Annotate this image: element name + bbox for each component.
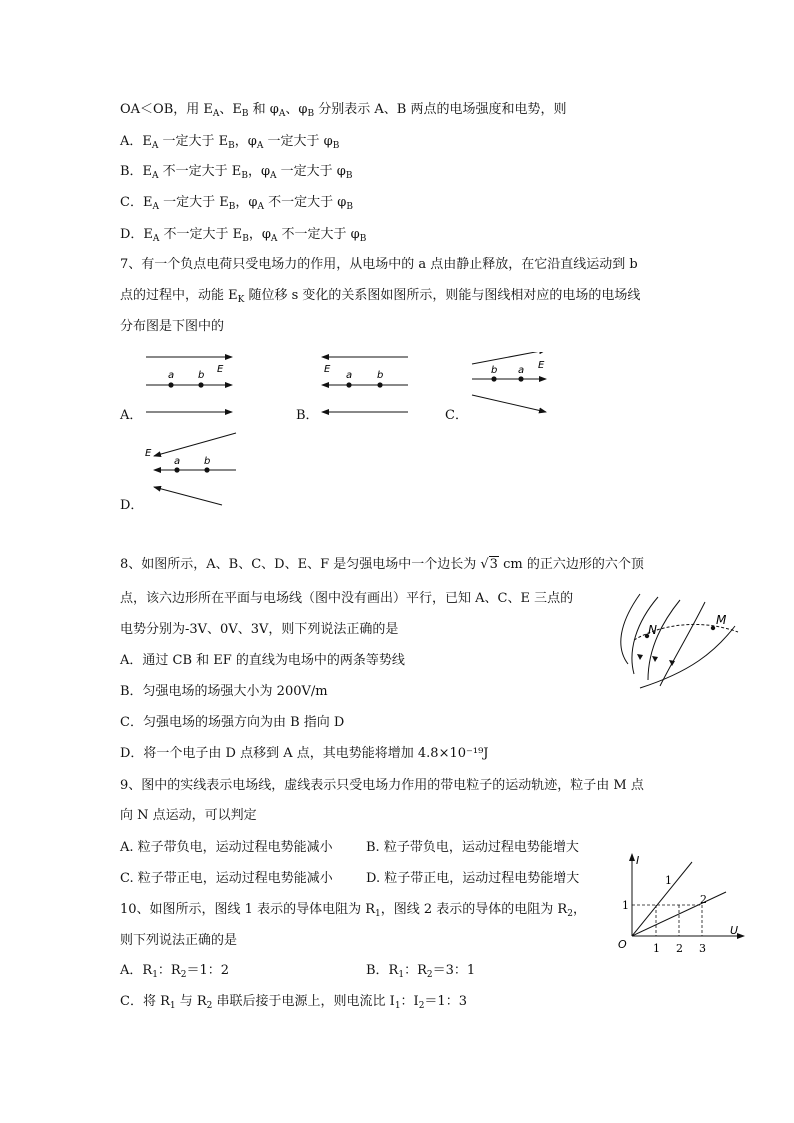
label-line-2: 2 — [700, 893, 707, 906]
label-e: E — [145, 448, 152, 459]
label-b: b — [198, 370, 205, 381]
q10-line2: 则下列说法正确的是 — [120, 933, 238, 948]
q9-line1: 9、图中的实线表示电场线，虚线表示只受电场力作用的带电粒子的运动轨迹，粒子由 M 点 — [120, 778, 644, 793]
label-b: b — [491, 365, 498, 376]
q6-option-b: B．$E_A$ 不一定大于 $E_B$，$\varphi_A$ 一定大于 $\varphi_B$ — [120, 164, 353, 181]
q10-option-b: B．$R_1$：$R_2=3$：1 — [366, 963, 476, 980]
label-e: E — [324, 364, 331, 375]
q10-iu-graph — [612, 848, 752, 958]
tick-x-3: 3 — [699, 942, 706, 955]
q7-fig-a — [140, 348, 240, 420]
q7-fig-d — [142, 430, 242, 510]
label-m: M — [716, 613, 727, 627]
q9-line2: 向 N 点运动，可以判定 — [120, 808, 257, 823]
q9-field-lines-figure — [610, 592, 745, 692]
q8-line2: 点，该六边形所在平面与电场线（图中没有画出）平行，已知 A、C、E 三点的 — [120, 591, 574, 606]
q7-line1: 7、有一个负点电荷只受电场力的作用，从电场中的 a 点由静止释放，在它沿直线运动到 b — [120, 257, 638, 272]
q7-fig-b — [314, 348, 414, 420]
label-o: O — [618, 938, 627, 951]
label-a: a — [518, 365, 525, 376]
q8-option-a: A．通过 CB 和 EF 的直线为电场中的两条等势线 — [120, 653, 405, 668]
label-b: b — [377, 370, 384, 381]
label-e: E — [217, 364, 224, 375]
q10-option-a: A．$R_1$：$R_2=1$：2 — [120, 963, 229, 980]
label-b: b — [204, 456, 211, 467]
q8-option-c: C．匀强电场的场强方向为由 B 指向 D — [120, 715, 345, 730]
q8-line1: 8、如图所示，A、B、C、D、E、F 是匀强电场中一个边长为 √3 cm 的正六边形的六个顶 — [120, 557, 644, 572]
q8-line3: 电势分别为-3V、0V、3V，则下列说法正确的是 — [120, 622, 399, 637]
sqrt-3: √3 — [480, 557, 498, 572]
q7-option-d-label: D． — [120, 498, 144, 513]
label-e: E — [538, 360, 545, 371]
q7-line3: 分布图是下图中的 — [120, 319, 225, 334]
q6-option-d: D．$E_A$ 不一定大于 $E_B$，$\varphi_A$ 不一定大于 $\varphi_B$ — [120, 227, 367, 244]
tick-x-2: 2 — [676, 942, 683, 955]
label-a: a — [174, 456, 181, 467]
label-i: I — [636, 854, 640, 867]
q7-option-a-label: A． — [120, 408, 143, 423]
q7-option-b-label: B． — [296, 408, 319, 423]
label-n: N — [648, 623, 657, 637]
q7-fig-c — [466, 352, 556, 420]
q9-option-b: B. 粒子带负电，运动过程电势能增大 — [366, 840, 579, 855]
q7-line2: 点的过程中，动能 $E_K$ 随位移 s 变化的关系图如图所示，则能与图线相对应的电场的电场线 — [120, 288, 641, 305]
q8-option-b: B．匀强电场的场强大小为 200V/m — [120, 684, 328, 699]
label-a: a — [346, 370, 353, 381]
label-line-1: 1 — [665, 874, 672, 887]
q6-stem: OA＜OB，用 $E_A$、$E_B$ 和 $\varphi_A$、$\varphi_B$ 分别表示 A、B 两点的电场强度和电势，则 — [120, 102, 567, 119]
tick-y-1: 1 — [622, 899, 629, 912]
q10-line1: 10、如图所示，图线 1 表示的导体电阻为 $R_1$，图线 2 表示的导体的电阻为 $R_2$， — [120, 902, 586, 919]
q9-option-d: D. 粒子带正电，运动过程电势能增大 — [366, 871, 580, 886]
q9-option-c: C. 粒子带正电，运动过程电势能减小 — [120, 871, 333, 886]
label-a: a — [168, 370, 175, 381]
q8-option-d: D．将一个电子由 D 点移到 A 点，其电势能将增加 4.8×10⁻¹⁹J — [120, 746, 489, 761]
q10-option-c: C．将 $R_1$ 与 $R_2$ 串联后接于电源上，则电流比 $I_1$：$I_2=1$：3 — [120, 994, 467, 1011]
line-2 — [632, 892, 726, 936]
q9-option-a: A. 粒子带负电，运动过程电势能减小 — [120, 840, 333, 855]
q6-option-c: C．$E_A$ 一定大于 $E_B$，$\varphi_A$ 不一定大于 $\varphi_B$ — [120, 195, 353, 212]
label-u: U — [730, 924, 739, 937]
line-1 — [632, 862, 692, 936]
q6-option-a: A．$E_A$ 一定大于 $E_B$，$\varphi_A$ 一定大于 $\varphi_B$ — [120, 134, 340, 151]
q7-option-c-label: C． — [445, 408, 468, 423]
tick-x-1: 1 — [653, 942, 660, 955]
